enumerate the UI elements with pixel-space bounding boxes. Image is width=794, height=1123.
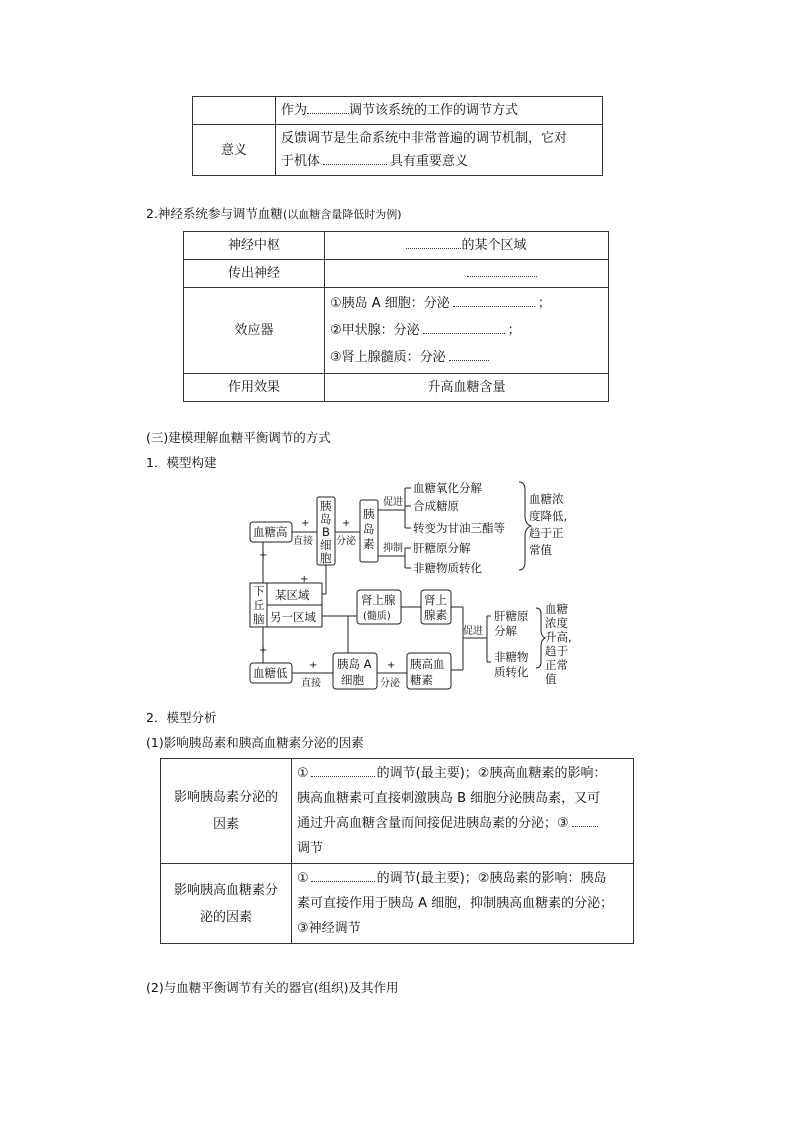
cell-text: 影响胰高血糖素分: [173, 882, 278, 898]
cell-text: ①: [297, 871, 309, 886]
fill-blank: [406, 234, 461, 249]
cell-line: [330, 290, 603, 317]
table-row: [193, 125, 603, 176]
cell-line: [297, 866, 628, 891]
cell-text: ③神经调节: [297, 921, 361, 936]
node-glucagon: 糖素: [410, 673, 433, 687]
node-high-sugar: 血糖高: [253, 525, 288, 539]
label-promote: 促进: [383, 497, 403, 508]
fill-blank: [323, 150, 387, 165]
factors-table: [160, 758, 634, 944]
result-text: 正常: [545, 658, 568, 672]
node-char: 素: [363, 537, 375, 551]
node-adrenal: 肾上腺: [361, 593, 396, 607]
node-glucagon: 胰高血: [410, 657, 445, 671]
nerve-table: [183, 231, 609, 402]
fill-blank: [307, 99, 349, 114]
label-plus: +: [301, 518, 310, 529]
result-text: 血糖: [545, 602, 568, 616]
cell-line: [297, 811, 628, 836]
table-row: [184, 288, 609, 374]
table-cell-empty: [193, 97, 276, 125]
fill-blank: [453, 292, 535, 307]
node-char: B: [322, 525, 330, 539]
node-alpha-cell: 胰岛 A: [337, 657, 372, 671]
sub-heading: 1．模型构建: [146, 455, 217, 470]
cell-text: ②甲状腺：分泌: [330, 323, 420, 338]
label-promote: 促进: [463, 626, 483, 637]
row-label: [161, 864, 292, 944]
node-low-sugar: 血糖低: [253, 666, 288, 680]
table-row: [184, 374, 609, 402]
node-alpha-cell: 细胞: [341, 673, 364, 687]
table-row: [184, 260, 609, 288]
table-cell: [325, 232, 609, 260]
cell-text: 的调节(最主要)；②胰岛素的影响：胰岛: [376, 871, 607, 886]
label-secrete: 分泌: [380, 678, 400, 689]
node-area-2: 另一区域: [270, 610, 316, 624]
label-inhibit: 抑制: [383, 543, 403, 554]
cell-text: 于机体: [281, 154, 321, 169]
cell-text: 的调节(最主要)；②胰高血糖素的影响：: [376, 766, 607, 781]
cell-text: ；: [507, 323, 521, 338]
table-row: [184, 232, 609, 260]
effect-triglyceride: 转变为甘油三酯等: [413, 521, 505, 535]
table-cell: [325, 260, 609, 288]
fill-blank: [449, 346, 489, 361]
label-secrete: 分泌: [336, 536, 356, 547]
effect-oxidize: 血糖氧化分解: [413, 481, 482, 495]
sub-heading: (2)与血糖平衡调节有关的器官(组织)及其作用: [146, 980, 399, 995]
cell-text: 素可直接作用于胰岛 A 细胞，抑制胰高血糖素的分泌；: [297, 896, 614, 911]
label-plus: +: [309, 660, 318, 671]
table-cell: [292, 864, 634, 944]
table-cell: [276, 125, 603, 176]
node-insulin: [363, 507, 375, 551]
sub-heading: 2．模型分析: [146, 710, 217, 725]
section-heading: (三)建模理解血糖平衡调节的方式: [146, 430, 331, 445]
result-text: 浓度: [545, 616, 568, 630]
label-plus: +: [259, 645, 268, 656]
node-adrenal-sub: (髓质): [363, 611, 391, 622]
row-label: 神经中枢: [184, 232, 325, 260]
cell-line: [330, 344, 603, 371]
row-label: [161, 759, 292, 864]
result-raise: [545, 602, 572, 686]
cell-text: 具有重要意义: [390, 154, 469, 169]
cell-text: 调节该系统的工作的调节方式: [349, 103, 519, 118]
cell-line: [297, 761, 628, 786]
node-char: 丘: [253, 598, 265, 612]
result-text: 度降低,: [529, 509, 568, 523]
cell-text: ③肾上腺髓质：分泌: [330, 350, 446, 365]
node-char: 岛: [363, 522, 375, 536]
label-direct: 直接: [293, 536, 313, 547]
cell-line: [330, 317, 603, 344]
result-text: 血糖浓: [529, 492, 564, 506]
result-text: 值: [545, 672, 557, 686]
label-direct: 直接: [301, 678, 321, 689]
cell-text: 因素: [212, 817, 239, 832]
row-label: 作用效果: [184, 374, 325, 402]
cell-text: 胰高血糖素可直接刺激胰岛 B 细胞分泌胰岛素，又可: [297, 791, 601, 806]
cell-line: [281, 150, 597, 173]
table-cell: [292, 759, 634, 864]
label-plus: +: [300, 574, 309, 585]
effect-gluconeogenesis-2: 质转化: [494, 665, 529, 679]
cell-text: ；: [537, 296, 551, 311]
result-text: 常值: [529, 543, 552, 557]
table-cell: 升高血糖含量: [325, 374, 609, 402]
node-adrenaline: 肾上: [424, 593, 447, 607]
result-lower: [529, 492, 567, 557]
table-cell: [325, 288, 609, 374]
result-text: 趋于: [545, 644, 568, 658]
node-area-1: 某区域: [275, 588, 310, 602]
fill-blank: [311, 762, 375, 777]
node-char: 胰: [363, 507, 375, 521]
node-char: 细: [320, 538, 332, 552]
cell-text: 的某个区域: [461, 238, 527, 253]
result-text: 趋于正: [529, 526, 564, 540]
effect-gluconeogenesis-2: 非糖物: [494, 650, 529, 664]
sub-heading: (1)影响胰岛素和胰高血糖素分泌的因素: [146, 735, 364, 750]
result-brace-2: [536, 608, 545, 668]
row-label: 意义: [193, 125, 276, 176]
table-row: [161, 864, 634, 944]
label-plus: +: [342, 518, 351, 529]
node-char: 脑: [253, 612, 265, 626]
table-cell: [276, 97, 603, 125]
table-row: [161, 759, 634, 864]
node-char: 胞: [320, 551, 332, 565]
effect-glycogen: 合成糖原: [413, 499, 459, 513]
node-char: 下: [253, 584, 265, 598]
result-text: 升高,: [545, 630, 572, 644]
cell-text: 通过升高血糖含量而间接促进胰岛素的分泌；③: [297, 816, 569, 831]
fill-blank: [423, 319, 505, 334]
effect-glycogenolysis: 肝糖原分解: [413, 541, 471, 555]
node-hypothalamus: [253, 584, 265, 626]
node-char: 岛: [320, 512, 332, 526]
cell-text: 调节: [297, 841, 324, 856]
section-heading: [146, 204, 402, 222]
cell-text: 作为: [281, 103, 308, 118]
effect-glycogenolysis-2: 分解: [494, 624, 517, 638]
node-adrenaline: 腺素: [424, 608, 447, 622]
feedback-table: [192, 96, 603, 176]
fill-blank: [467, 262, 537, 277]
effect-gluconeogenesis: 非糖物质转化: [413, 561, 482, 575]
heading-note: (以血糖含量降低时为例): [282, 208, 402, 221]
heading-text: 2.神经系统参与调节血糖: [146, 206, 283, 221]
label-plus: +: [387, 660, 396, 671]
cell-text: ①胰岛 A 细胞：分泌: [330, 296, 450, 311]
fill-blank: [311, 867, 375, 882]
cell-text: 反馈调节是生命系统中非常普遍的调节机制，它对: [281, 131, 568, 146]
node-char: 胰: [320, 499, 332, 513]
row-label: 效应器: [184, 288, 325, 374]
effect-glycogenolysis-2: 肝糖原: [494, 609, 529, 623]
cell-text: 泌的因素: [199, 909, 252, 925]
table-row: [193, 97, 603, 125]
row-label: 传出神经: [184, 260, 325, 288]
cell-text: 影响胰岛素分泌的: [173, 790, 278, 805]
cell-text: ①: [297, 766, 309, 781]
fill-blank: [572, 812, 598, 827]
blood-sugar-model-diagram: [245, 470, 572, 692]
label-plus: +: [259, 550, 268, 561]
